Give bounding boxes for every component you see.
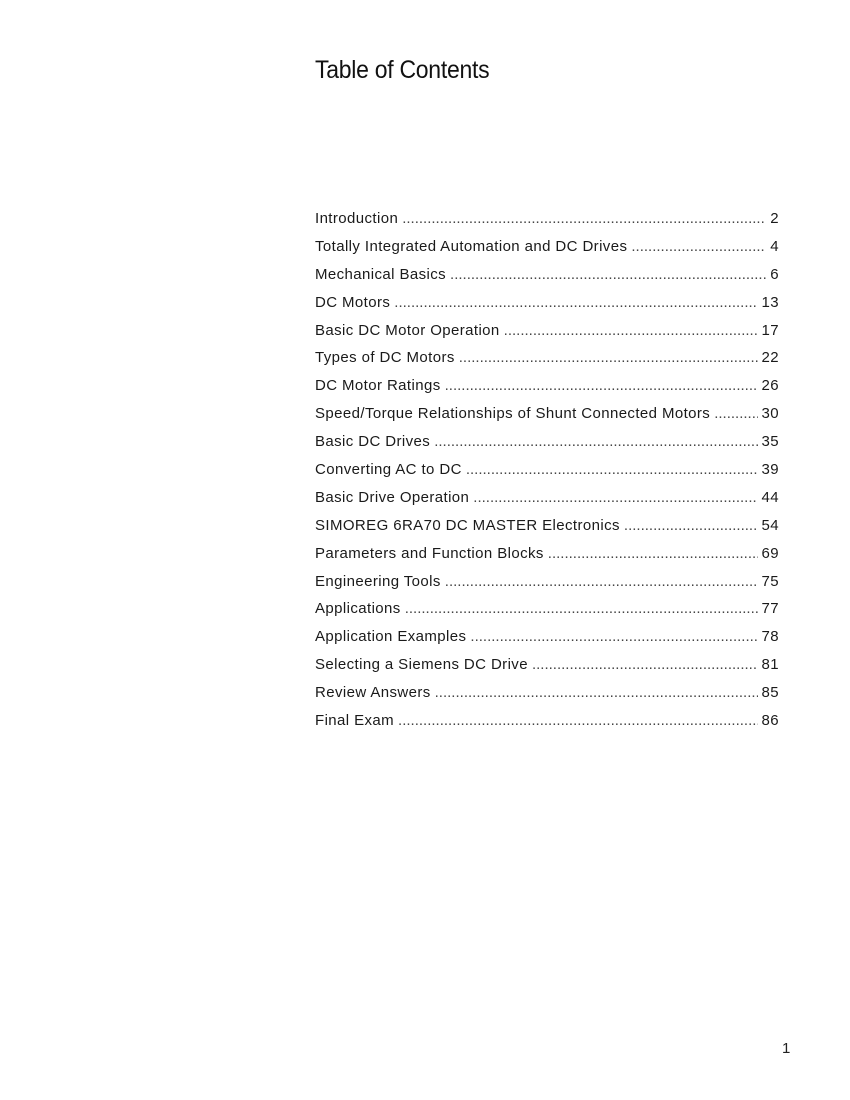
dot-leader xyxy=(714,405,757,422)
toc-entry[interactable] xyxy=(315,545,779,573)
toc-entry[interactable] xyxy=(315,684,779,712)
toc-entry-page: 35 xyxy=(761,433,779,451)
toc-entry-page: 30 xyxy=(761,405,779,423)
toc-entry[interactable] xyxy=(315,322,779,350)
toc-entry-page: 6 xyxy=(770,265,779,283)
toc-entry-page: 85 xyxy=(761,684,779,702)
page-title: Table of Contents xyxy=(315,56,490,84)
dot-leader xyxy=(402,210,766,227)
toc-entry-title: Converting AC to DC xyxy=(315,461,462,479)
toc-entry-page: 78 xyxy=(761,628,779,646)
toc-entry[interactable] xyxy=(315,266,779,294)
toc-entry[interactable] xyxy=(315,517,779,545)
dot-leader xyxy=(445,377,758,394)
dot-leader xyxy=(504,322,758,339)
toc-entry-page: 86 xyxy=(761,712,779,730)
toc-entry-title: Basic DC Motor Operation xyxy=(315,321,500,339)
toc-entry-page: 13 xyxy=(761,293,779,311)
toc-entry-page: 22 xyxy=(761,349,779,367)
toc-entry[interactable] xyxy=(315,573,779,601)
toc-entry-page: 2 xyxy=(770,210,779,227)
toc-entry-page: 4 xyxy=(770,237,779,255)
toc-entry[interactable] xyxy=(315,210,779,238)
toc-entry-title: Engineering Tools xyxy=(315,572,441,590)
toc-entry-title: Mechanical Basics xyxy=(315,265,447,283)
toc-entry-title: SIMOREG 6RA70 DC MASTER Electronics xyxy=(315,516,620,534)
dot-leader xyxy=(470,628,757,645)
toc-entry[interactable] xyxy=(315,461,779,489)
dot-leader xyxy=(434,433,757,450)
toc-entry-page: 26 xyxy=(761,377,779,395)
toc-entry[interactable] xyxy=(315,238,779,266)
toc-entry-title: Parameters and Function Blocks xyxy=(315,544,544,562)
toc-entry[interactable] xyxy=(315,600,779,628)
toc-entry[interactable] xyxy=(315,712,779,740)
dot-leader xyxy=(445,573,758,590)
dot-leader xyxy=(466,461,758,478)
toc-entry-page: 44 xyxy=(761,488,779,506)
toc-entry-title: Application Examples xyxy=(315,628,467,646)
toc-entry-title: Final Exam xyxy=(315,712,395,730)
toc-entry-page: 17 xyxy=(761,321,779,339)
toc-entry[interactable] xyxy=(315,349,779,377)
dot-leader xyxy=(473,489,757,506)
toc-entry[interactable] xyxy=(315,489,779,517)
toc-entry[interactable] xyxy=(315,294,779,322)
table-of-contents xyxy=(315,210,779,740)
dot-leader xyxy=(548,545,758,562)
dot-leader xyxy=(394,294,757,311)
dot-leader xyxy=(459,349,758,366)
dot-leader xyxy=(624,517,758,534)
dot-leader xyxy=(398,712,757,729)
dot-leader xyxy=(450,266,766,283)
toc-entry[interactable] xyxy=(315,405,779,433)
toc-entry-title: Basic DC Drives xyxy=(315,433,431,451)
dot-leader xyxy=(435,684,758,701)
toc-entry-page: 54 xyxy=(761,516,779,534)
toc-entry-page: 75 xyxy=(761,572,779,590)
toc-entry-title: Applications xyxy=(315,600,401,618)
toc-entry-page: 81 xyxy=(761,656,779,674)
toc-entry-title: Selecting a Siemens DC Drive xyxy=(315,656,528,674)
dot-leader xyxy=(405,600,758,617)
page-number: 1 xyxy=(782,1040,791,1057)
toc-entry-page: 77 xyxy=(761,600,779,618)
toc-entry-page: 39 xyxy=(761,461,779,479)
toc-entry[interactable] xyxy=(315,377,779,405)
toc-entry[interactable] xyxy=(315,433,779,461)
toc-entry-title: Types of DC Motors xyxy=(315,349,455,367)
toc-entry-page: 69 xyxy=(761,544,779,562)
toc-entry-title: Introduction xyxy=(315,210,399,227)
toc-entry-title: DC Motor Ratings xyxy=(315,377,441,395)
toc-entry-title: Basic Drive Operation xyxy=(315,488,470,506)
toc-entry[interactable] xyxy=(315,628,779,656)
toc-entry-title: Speed/Torque Relationships of Shunt Connected Motors xyxy=(315,405,711,423)
toc-entry[interactable] xyxy=(315,656,779,684)
toc-entry-title: Review Answers xyxy=(315,684,431,702)
dot-leader xyxy=(631,238,766,255)
toc-entry-title: Totally Integrated Automation and DC Drives xyxy=(315,237,628,255)
dot-leader xyxy=(532,656,758,673)
toc-entry-title: DC Motors xyxy=(315,293,391,311)
